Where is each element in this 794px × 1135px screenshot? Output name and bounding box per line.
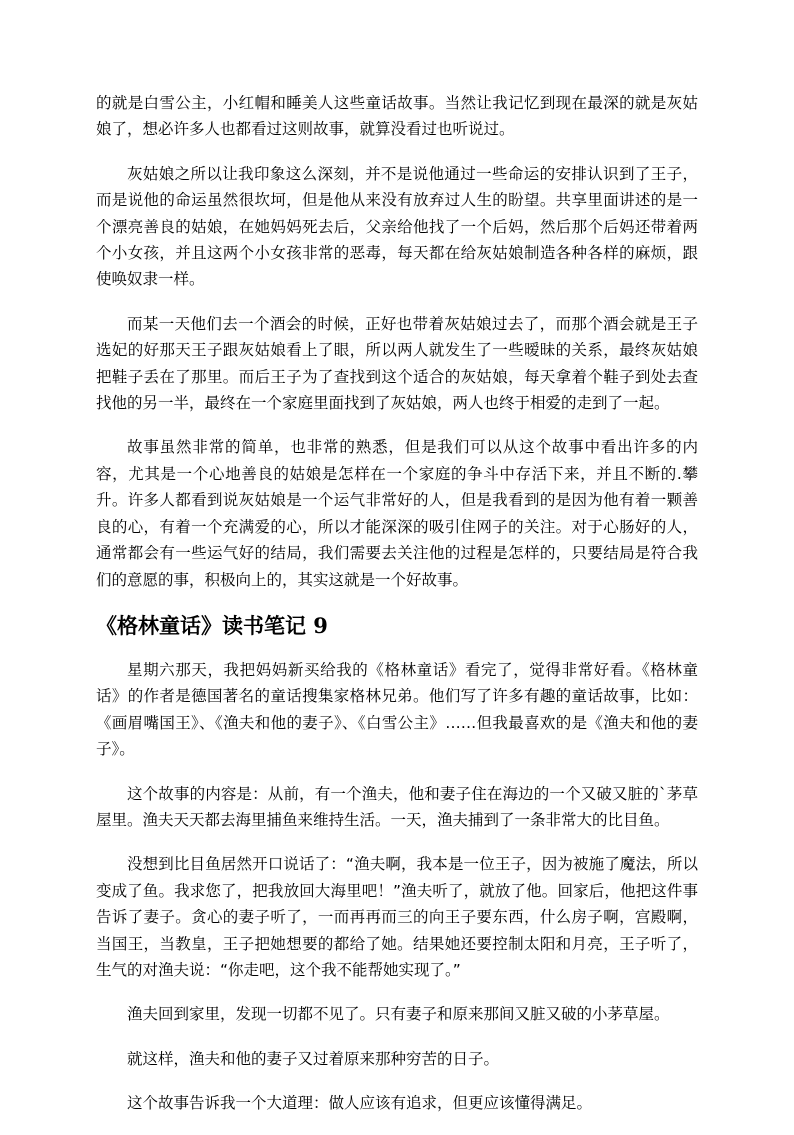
paragraph-flounder-speaks: 没想到比目鱼居然开口说话了：“渔夫啊，我本是一位王子，因为被施了魔法，所以变成了鱼。我求您了，把我放回大海里吧！”渔夫听了，就放了他。回家后，他把这件事告诉了妻子。贪心的妻子听了，一而再再而三的向王子要东西，什么房子啊，宫殿啊，当国王，当教皇，王子把她想要的都给了她。结果她还要控制太阳和月亮，王子听了，生气的对渔夫说：“你走吧，这个我不能帮她实现了。” xyxy=(96,855,698,979)
paragraph-continuation: 的就是白雪公主，小红帽和睡美人这些童话故事。当然让我记忆到现在最深的就是灰姑娘了，想必许多人也都看过这则故事，就算没看过也听说过。 xyxy=(96,94,698,139)
section-heading: 《格林童话》读书笔记 9 xyxy=(96,612,328,638)
document-page xyxy=(96,90,698,1135)
paragraph-cinderella-impression: 灰姑娘之所以让我印象这么深刻，并不是说他通过一些命运的安排认识到了王子，而是说他的命运虽然很坎坷，但是他从来没有放弃过人生的盼望。共享里面讲述的是一个漂亮善良的姑娘，在她妈妈死去后，父亲给他找了一个后妈，然后那个后妈还带着两个小女孩，并且这两个小女孩非常的恶毒，每天都在给灰姑娘制造各种各样的麻烦，跟使唤奴隶一样。 xyxy=(96,164,698,289)
paragraph-cinderella-ball: 而某一天他们去一个酒会的时候，正好也带着灰姑娘过去了，而那个酒会就是王子选妃的好那天王子跟灰姑娘看上了眼，所以两人就发生了一些暧昧的关系，最终灰姑娘把鞋子丢在了那里。而后王子为了查找到这个适合的灰姑娘，每天拿着个鞋子到处去查找他的另一半，最终在一个家庭里面找到了灰姑娘，两人也终于相爱的走到了一起。 xyxy=(96,314,698,413)
paragraph-fisherman-returns: 渔夫回到家里，发现一切都不见了。只有妻子和原来那间又脏又破的小茅草屋。 xyxy=(127,1005,670,1024)
paragraph-cinderella-lesson: 故事虽然非常的简单，也非常的熟悉，但是我们可以从这个故事中看出许多的内容，尤其是一个心地善良的姑娘是怎样在一个家庭的争斗中存活下来，并且不断的.攀升。许多人都看到说灰姑娘是一个运气非常好的人，但是我看到的是因为他有着一颗善良的心，有着一个充满爱的心，所以才能深深的吸引住网子的关注。对于心肠好的人，通常都会有一些运气好的结局，我们需要去关注他的过程是怎样的，只要结局是符合我们的意愿的事，积极向上的，其实这就是一个好故事。 xyxy=(96,438,698,589)
paragraph-poor-life: 就这样，渔夫和他的妻子又过着原来那种穷苦的日子。 xyxy=(127,1049,500,1068)
paragraph-fisherman-story: 这个故事的内容是：从前，有一个渔夫，他和妻子住在海边的一个又破又脏的`茅草屋里。渔夫天天都去海里捕鱼来维持生活。一天，渔夫捕到了一条非常大的比目鱼。 xyxy=(96,784,698,829)
paragraph-moral: 这个故事告诉我一个大道理：做人应该有追求，但更应该懂得满足。 xyxy=(127,1094,593,1113)
paragraph-grimm-intro: 星期六那天，我把妈妈新买给我的《格林童话》看完了，觉得非常好看。《格林童话》的作者是德国著名的童话搜集家格林兄弟。他们写了许多有趣的童话故事，比如：《画眉嘴国王》、《渔夫和他的妻子》、《白雪公主》……但我最喜欢的是《渔夫和他的妻子》。 xyxy=(96,660,698,759)
